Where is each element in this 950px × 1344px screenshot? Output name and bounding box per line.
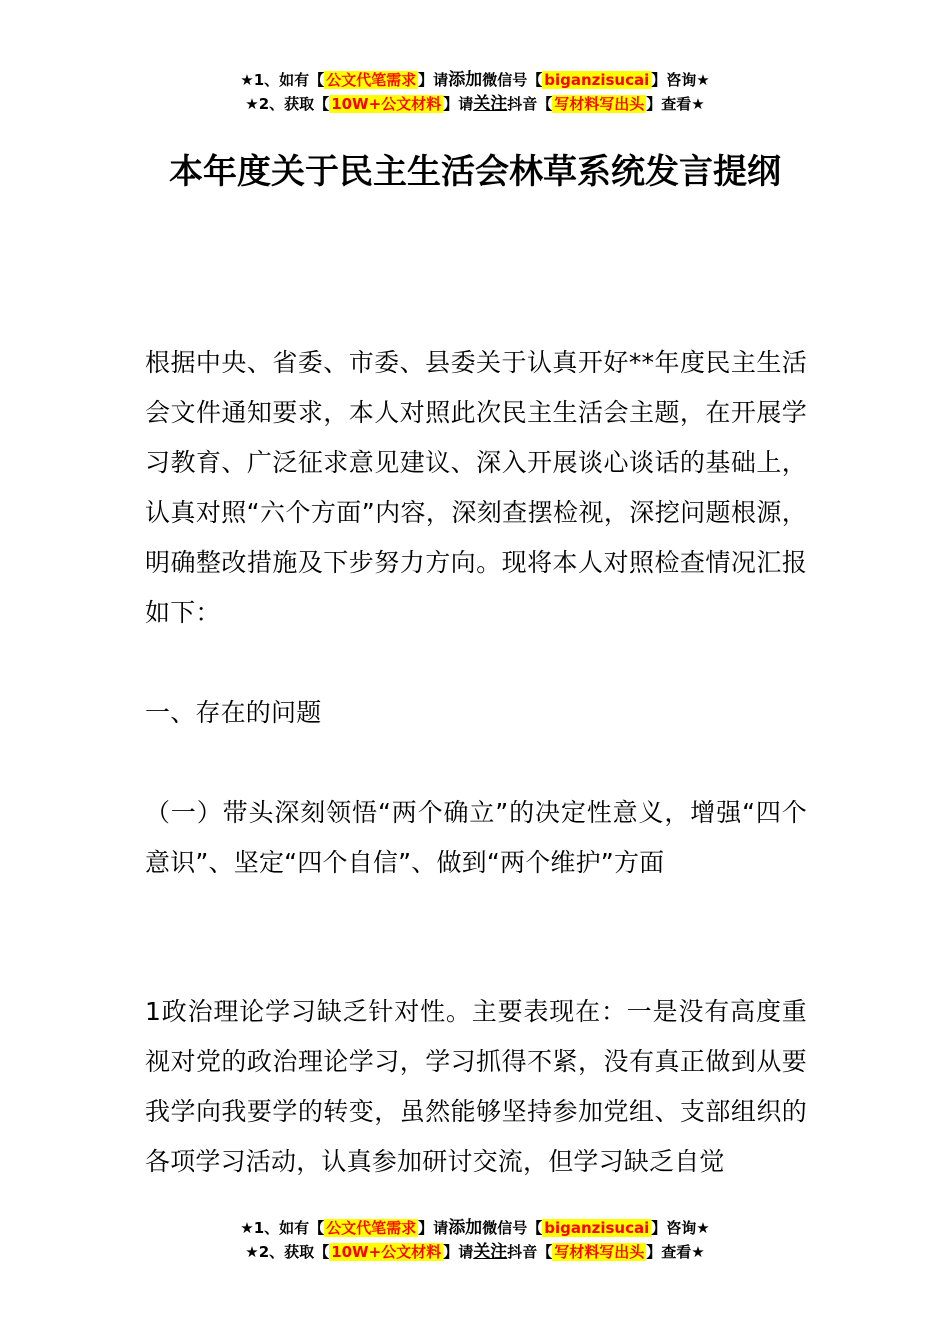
promo-highlight: 写材料写出头 [554,1243,645,1261]
promo-text: ★1、如有【 [240,1219,325,1237]
subsection-heading: （一）带头深刻领悟“两个确立”的决定性意义，增强“四个意识”、坚定“四个自信”、做到“两个维护”方面 [145,798,807,877]
promo-emphasis: 关注 [473,1242,508,1262]
promo-text: 】查看★ [646,1243,705,1261]
promo-emphasis: 添加 [448,1218,483,1238]
promo-text: ★1、如有【 [240,71,325,89]
promo-text: 】请 [443,1243,474,1261]
promo-text: ★2、获取【 [245,95,330,113]
header-promo-banner [0,68,950,116]
promo-text: 抖音【 [507,95,553,113]
promo-highlight: biganzisucai [544,1219,650,1237]
promo-text: 】请 [443,95,474,113]
promo-line-2 [0,92,950,116]
promo-text: 微信号【 [482,71,543,89]
promo-highlight: 10W+公文材料 [331,1243,442,1261]
item-paragraph: 1政治理论学习缺乏针对性。主要表现在：一是没有高度重视对党的政治理论学习，学习抓得不紧，没有真正做到从要我学向我要学的转变，虽然能够坚持参加党组、支部组织的各项学习活动，认真参加研讨交流，但学习缺乏自觉 [145,997,807,1176]
promo-text: 】查看★ [646,95,705,113]
footer-promo-banner [0,1216,950,1264]
promo-highlight: 10W+公文材料 [331,95,442,113]
promo-emphasis: 关注 [473,94,508,114]
promo-text: 微信号【 [482,1219,543,1237]
promo-text: 】请 [418,1219,449,1237]
promo-text: 】咨询★ [651,71,710,89]
promo-line-1 [0,68,950,92]
promo-highlight: biganzisucai [544,71,650,89]
document-title: 本年度关于民主生活会林草系统发言提纲 [169,152,781,192]
section-heading: 一、存在的问题 [145,698,322,727]
promo-text: 抖音【 [507,1243,553,1261]
promo-text: 】请 [418,71,449,89]
promo-emphasis: 添加 [448,70,483,90]
promo-highlight: 公文代笔需求 [326,1219,417,1237]
promo-line-2 [0,1240,950,1264]
promo-text: 】咨询★ [651,1219,710,1237]
promo-highlight: 公文代笔需求 [326,71,417,89]
promo-line-1 [0,1216,950,1240]
promo-highlight: 写材料写出头 [554,95,645,113]
promo-text: ★2、获取【 [245,1243,330,1261]
intro-paragraph: 根据中央、省委、市委、县委关于认真开好**年度民主生活会文件通知要求，本人对照此次民主生活会主题，在开展学习教育、广泛征求意见建议、深入开展谈心谈话的基础上，认真对照“六个方面”内容，深刻查摆检视，深挖问题根源，明确整改措施及下步努力方向。现将本人对照检查情况汇报如下： [145,348,807,627]
